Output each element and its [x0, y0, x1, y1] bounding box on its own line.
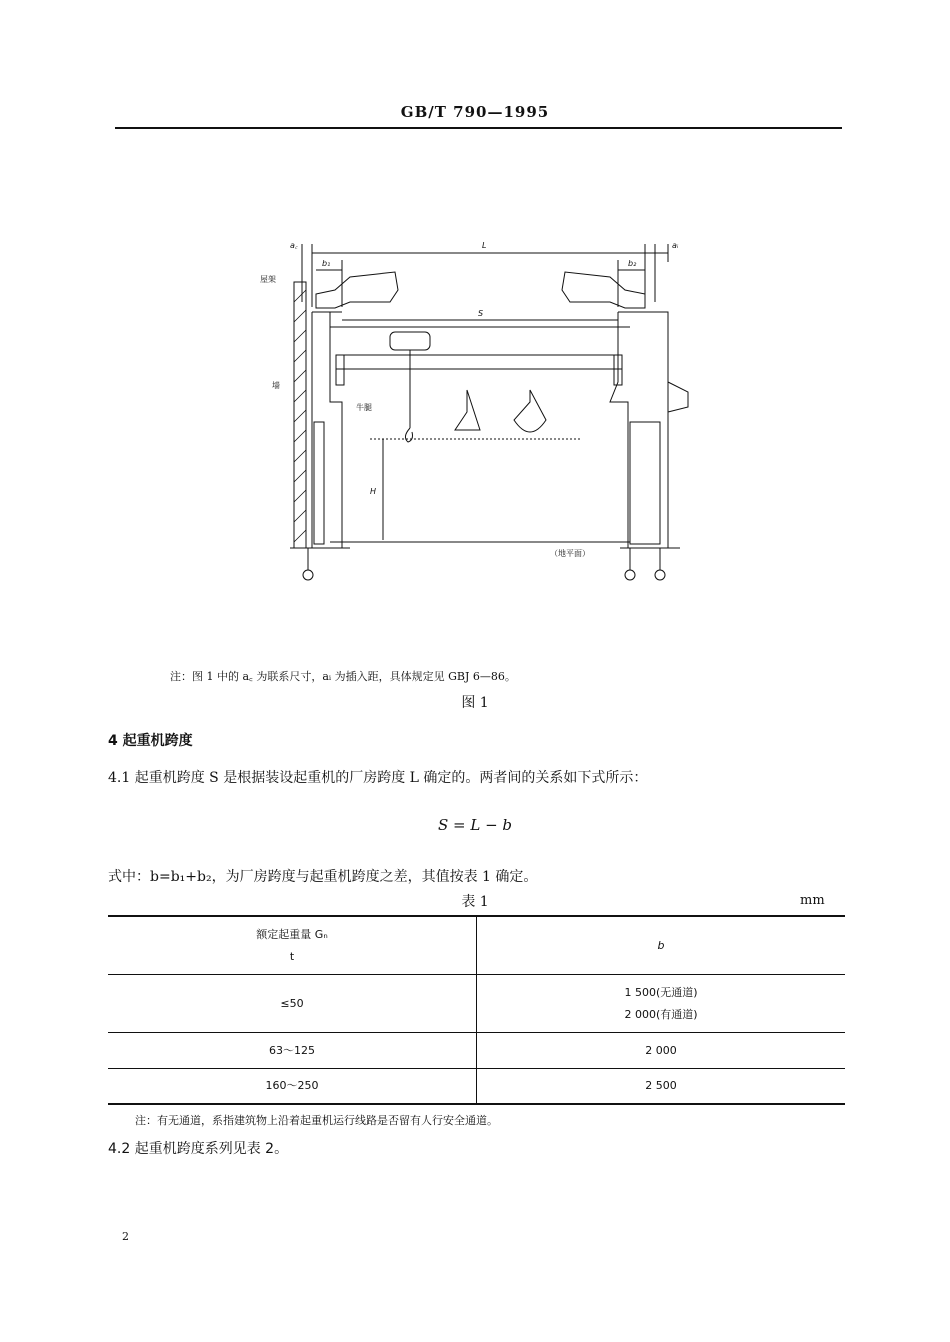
- label-b2: b₂: [628, 259, 637, 268]
- wall: [294, 282, 306, 548]
- header-cell-capacity: [108, 916, 477, 975]
- header-capacity-unit: t: [289, 949, 295, 963]
- crane-bridge: [336, 355, 622, 369]
- standard-code-header: GB/T 790—1995: [400, 103, 550, 121]
- label-wall: 墙: [272, 381, 280, 390]
- label-H: H: [370, 487, 377, 496]
- row-capacity: ≤50: [108, 975, 477, 1033]
- row-b-no-walkway: 1 500(无通道): [624, 985, 698, 999]
- label-ground: （地平面）: [550, 549, 590, 558]
- row-b: 2 500: [477, 1069, 846, 1104]
- table-row: [108, 1069, 845, 1104]
- header-rule: [115, 127, 842, 129]
- clause-4-1: 4.1 起重机跨度 S 是根据装设起重机的厂房跨度 L 确定的。两者间的关系如下式所示：: [108, 770, 648, 786]
- foundation-marker-right-1: [625, 570, 635, 580]
- right-column: [610, 312, 688, 548]
- grab-bucket: [514, 390, 546, 432]
- figure-note: 注：图 1 中的 a꜀ 为联系尺寸，aᵢ 为插入距，具体规定见 GBJ 6—86。: [170, 670, 516, 683]
- figure-caption: 图 1: [461, 695, 489, 711]
- table-1: [108, 915, 845, 1105]
- table-row: [108, 1033, 845, 1069]
- row-b: 2 000: [477, 1033, 846, 1069]
- row-capacity: 160～250: [108, 1069, 477, 1104]
- crane-trolley: [390, 332, 430, 350]
- label-roof-truss: 屋架: [260, 275, 276, 284]
- foundation-marker-left: [303, 570, 313, 580]
- table-note: 注：有无通道，系指建筑物上沿着起重机运行线路是否留有人行安全通道。: [135, 1114, 498, 1127]
- crane-span-figure: [250, 232, 700, 592]
- label-ai: aᵢ: [672, 241, 679, 250]
- label-corbel: 牛腿: [356, 403, 372, 412]
- foundation-marker-right-2: [655, 570, 665, 580]
- table-1-unit: mm: [800, 893, 825, 908]
- label-S: S: [478, 309, 484, 318]
- label-L: L: [482, 241, 487, 250]
- clause-4-2: 4.2 起重机跨度系列见表 2。: [108, 1141, 289, 1157]
- right-roof-truss: [562, 272, 645, 308]
- formula-explanation: 式中：b=b₁+b₂，为厂房跨度与起重机跨度之差，其值按表 1 确定。: [108, 869, 538, 885]
- span-formula: S = L − b: [437, 816, 513, 834]
- header-cell-b: [477, 916, 846, 975]
- load-hook-beam: [455, 390, 480, 430]
- crane-hook: [405, 428, 412, 442]
- label-b1: b₁: [322, 259, 331, 268]
- table-row: [108, 975, 845, 1033]
- table-header-row: [108, 916, 845, 975]
- row-b: [477, 975, 846, 1033]
- left-roof-truss: [316, 272, 398, 308]
- left-column: [312, 312, 342, 548]
- section-4-heading: 4 起重机跨度: [108, 733, 193, 749]
- row-capacity: 63～125: [108, 1033, 477, 1069]
- table-1-title: 表 1: [461, 894, 489, 910]
- label-ac: a꜀: [290, 241, 298, 250]
- page-number: 2: [122, 1230, 129, 1243]
- header-b-label: b: [657, 938, 665, 952]
- header-capacity-label: 额定起重量 Gₙ: [256, 927, 328, 941]
- row-b-with-walkway: 2 000(有通道): [624, 1007, 698, 1021]
